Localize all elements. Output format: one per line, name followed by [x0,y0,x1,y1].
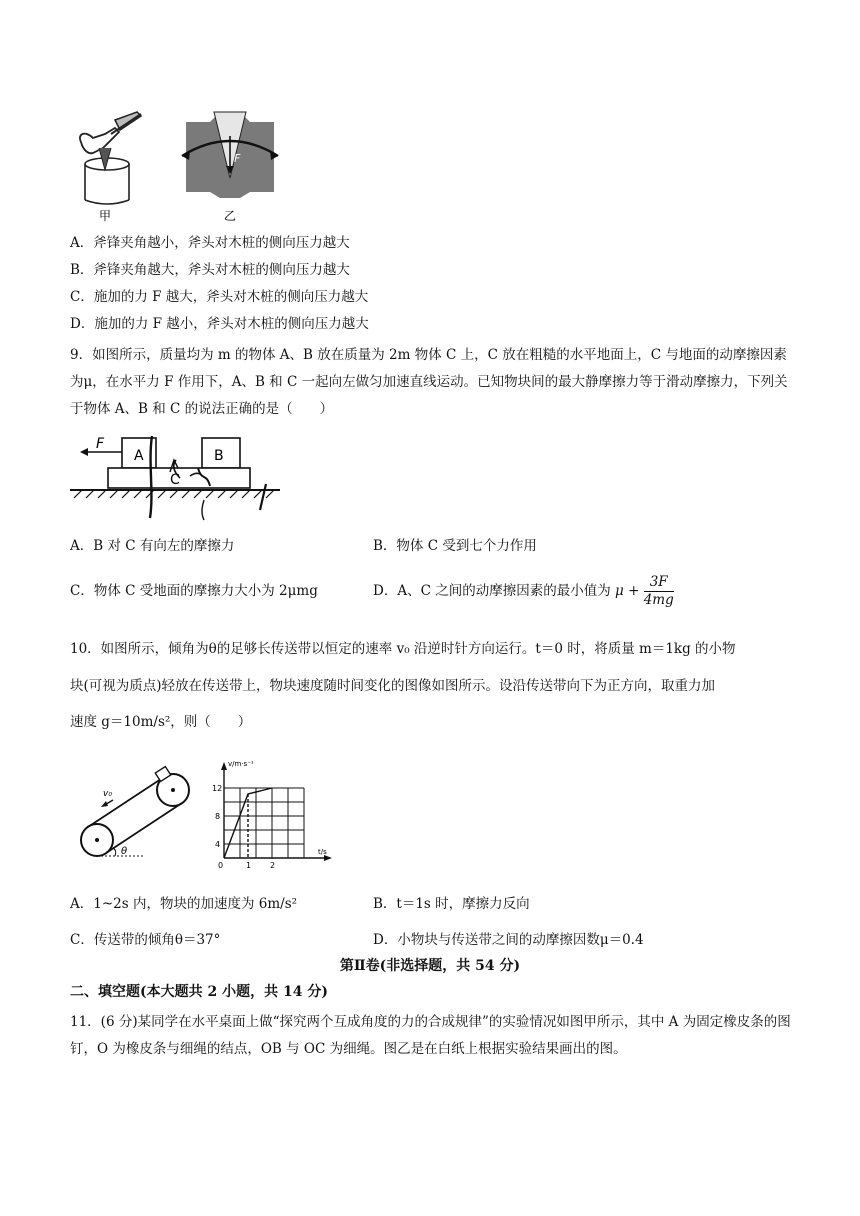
q9-option-b: B．物体 C 受到七个力作用 [373,538,537,554]
q11-stem: 11．(6 分)某同学在水平桌面上做“探究两个互成角度的力的合成规律”的实验情况如图甲所示，其中 A 为固定橡皮条的图钉，O 为橡皮条与细绳的结点，OB 与 OC 为细绳。图乙是在白纸上根据实验结果画出的图。 [70,1014,791,1057]
vt-graph [210,758,335,870]
q8-option-d: D．施加的力 F 越小，斧头对木桩的侧向压力越大 [70,316,369,332]
blocks-figure [70,432,285,522]
wedge-force-label: F [234,152,241,165]
block-c-label: C [170,472,180,488]
wedge-label-yi: 乙 [224,209,237,223]
vt-tick-y-12: 12 [212,784,223,793]
wedge-figure [180,108,280,223]
vt-graph-x-axis-label: t/s [318,848,327,856]
vt-tick-y-8: 8 [215,812,221,821]
vt-graph-y-axis-label: v/m·s⁻¹ [228,760,254,768]
part-2-heading: 二、填空题(本大题共 2 小题，共 14 分) [70,984,328,1000]
q10-option-d: D．小物块与传送带之间的动摩擦因数μ＝0.4 [373,932,644,948]
vt-tick-x-0: 0 [218,861,224,870]
q9-option-a: A．B 对 C 有向左的摩擦力 [70,538,235,554]
section-2-title: 第Ⅱ卷(非选择题，共 54 分) [339,958,521,974]
q8-option-b: B．斧锋夹角越大，斧头对木桩的侧向压力越大 [70,262,350,278]
q9-option-d-text: D．A、C 之间的动摩擦因素的最小值为 [373,583,611,599]
vt-tick-x-2: 2 [270,861,276,870]
q10-option-b: B．t＝1s 时，摩擦力反向 [373,896,530,912]
blocks-force-label: F [96,436,105,452]
q10-line-2: 块(可视为质点)轻放在传送带上，物块速度随时间变化的图像如图所示。设沿传送带向下为正方向，取重力加 [70,678,716,694]
q9-option-d [373,568,674,614]
q9-option-c: C．物体 C 受地面的摩擦力大小为 2μmg [70,583,318,599]
block-b-label: B [214,448,224,464]
fraction-denominator: 4mg [643,592,674,608]
vt-tick-x-1: 1 [246,861,252,870]
vt-tick-y-4: 4 [215,840,221,849]
q10-line-3: 速度 g＝10m/s²，则（ ） [70,714,252,730]
fraction-numerator: 3F [644,574,674,592]
q9-option-d-fraction [644,574,674,609]
conveyor-speed-label: v₀ [103,789,112,799]
q9-option-d-mu: μ + [615,583,640,599]
q8-option-a: A．斧锋夹角越小，斧头对木桩的侧向压力越大 [70,235,350,251]
conveyor-angle-label: θ [121,846,128,857]
q9-stem: 9．如图所示，质量均为 m 的物体 A、B 放在质量为 2m 物体 C 上，C 放在粗糙的水平地面上，C 与地面的动摩擦因素为μ，在水平力 F 作用下，A、B 和 C 一起向左做匀加速直线运动。已知物块间的最大静摩擦力等于滑动摩擦力，下列关于物体 A、B 和 C 的说法正确的是（ ） [70,347,788,417]
q10-option-c: C．传送带的倾角θ＝37° [70,932,221,948]
conveyor-figure [75,766,200,866]
q10-line-1: 10．如图所示，倾角为θ的足够长传送带以恒定的速率 v₀ 沿逆时针方向运行。t＝0 时，将质量 m＝1kg 的小物 [70,641,736,657]
axe-label-jia: 甲 [99,209,112,223]
block-a-label: A [134,448,144,464]
q10-option-a: A．1~2s 内，物块的加速度为 6m/s² [70,896,298,912]
q8-option-c: C．施加的力 F 越大，斧头对木桩的侧向压力越大 [70,289,369,305]
axe-figure [75,108,155,223]
